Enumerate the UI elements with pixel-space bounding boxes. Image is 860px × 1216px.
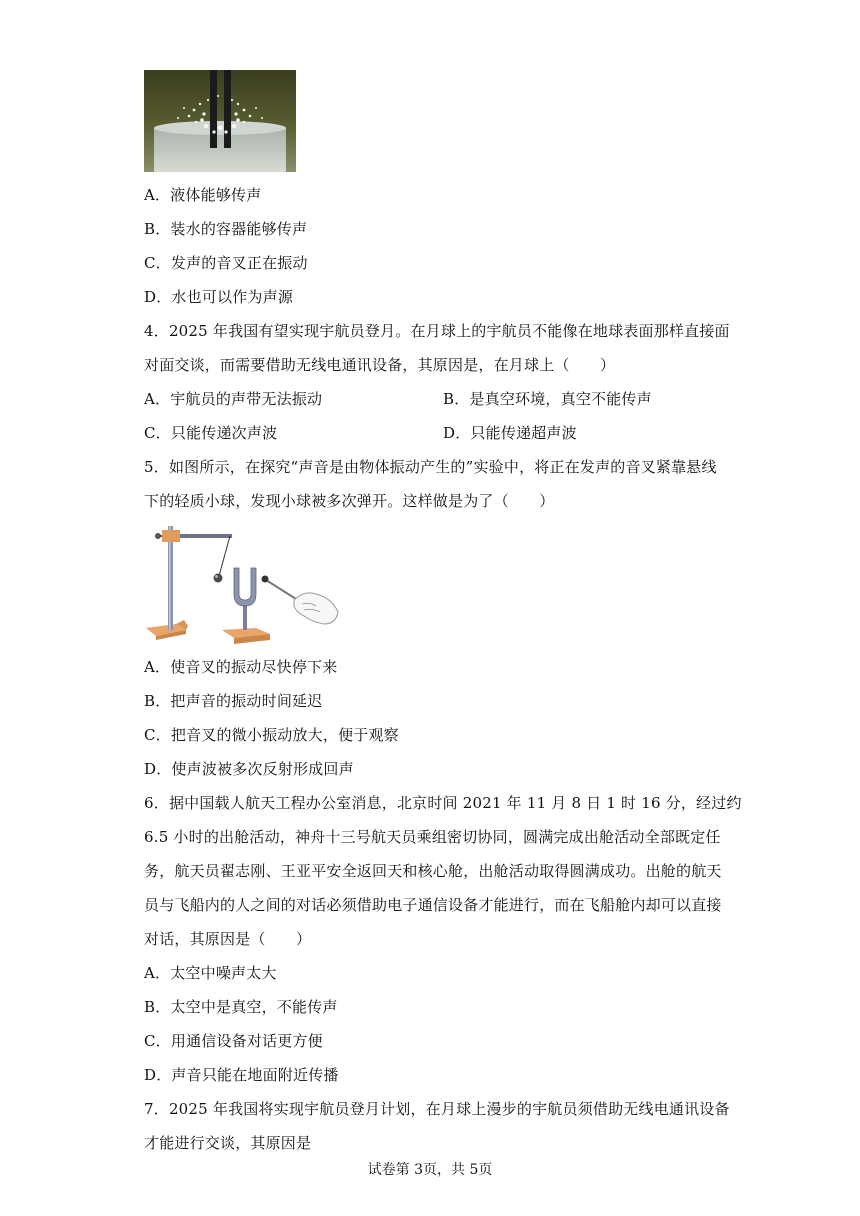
q4-stem-line-2: 对面交谈，而需要借助无线电通讯设备，其原因是，在月球上（ ）: [144, 356, 616, 374]
q4-option-b: B．是真空环境，真空不能传声: [443, 390, 652, 408]
q6-stem-line-5: 对话，其原因是（ ）: [144, 930, 312, 948]
q3-option-a: A．液体能够传声: [144, 186, 262, 204]
q3-option-d: D．水也可以作为声源: [144, 288, 294, 306]
q6-stem-line-2: 6.5 小时的出舱活动，神舟十三号航天员乘组密切协同，圆满完成出舱活动全部既定任: [144, 828, 721, 846]
q4-stem-line-1: 4．2025 年我国有望实现宇航员登月。在月球上的宇航员不能像在地球表面那样直接面: [144, 322, 730, 340]
q3-option-b: B．装水的容器能够传声: [144, 220, 308, 238]
q6-stem-line-3: 务，航天员翟志刚、王亚平安全返回天和核心舱，出舱活动取得圆满成功。出舱的航天: [144, 862, 722, 880]
q6-option-c: C．用通信设备对话更方便: [144, 1032, 323, 1050]
q5-option-a: A．使音叉的振动尽快停下来: [144, 658, 338, 676]
q6-option-b: B．太空中是真空，不能传声: [144, 998, 338, 1016]
q5-stem-line-1: 5．如图所示，在探究“声音是由物体振动产生的”实验中，将正在发声的音叉紧靠悬线: [144, 458, 717, 476]
q4-option-c: C．只能传递次声波: [144, 424, 278, 442]
q6-stem-line-1: 6．据中国载人航天工程办公室消息，北京时间 2021 年 11 月 8 日 1 时 16 分，经过约: [144, 794, 742, 812]
q5-option-c: C．把音叉的微小振动放大，便于观察: [144, 726, 399, 744]
tuning-fork-water-image: [144, 70, 296, 172]
q5-option-d: D．使声波被多次反射形成回声: [144, 760, 354, 778]
q7-stem-line-1: 7．2025 年我国将实现宇航员登月计划，在月球上漫步的宇航员须借助无线电通讯设备: [144, 1100, 730, 1118]
page-footer: 试卷第 3页，共 5页: [367, 1162, 493, 1178]
tuning-fork-pendulum-diagram: [144, 520, 344, 646]
q6-option-d: D．声音只能在地面附近传播: [144, 1066, 339, 1084]
q5-stem-line-2: 下的轻质小球，发现小球被多次弹开。这样做是为了（ ）: [144, 492, 555, 510]
q5-option-b: B．把声音的振动时间延迟: [144, 692, 323, 710]
q4-option-d: D．只能传递超声波: [443, 424, 577, 442]
q4-option-a: A．宇航员的声带无法振动: [144, 390, 323, 408]
q6-option-a: A．太空中噪声太大: [144, 964, 277, 982]
q7-stem-line-2: 才能进行交谈，其原因是: [144, 1134, 312, 1152]
q6-stem-line-4: 员与飞船内的人之间的对话必须借助电子通信设备才能进行，而在飞船舱内却可以直接: [144, 896, 722, 914]
q3-option-c: C．发声的音叉正在振动: [144, 254, 308, 272]
